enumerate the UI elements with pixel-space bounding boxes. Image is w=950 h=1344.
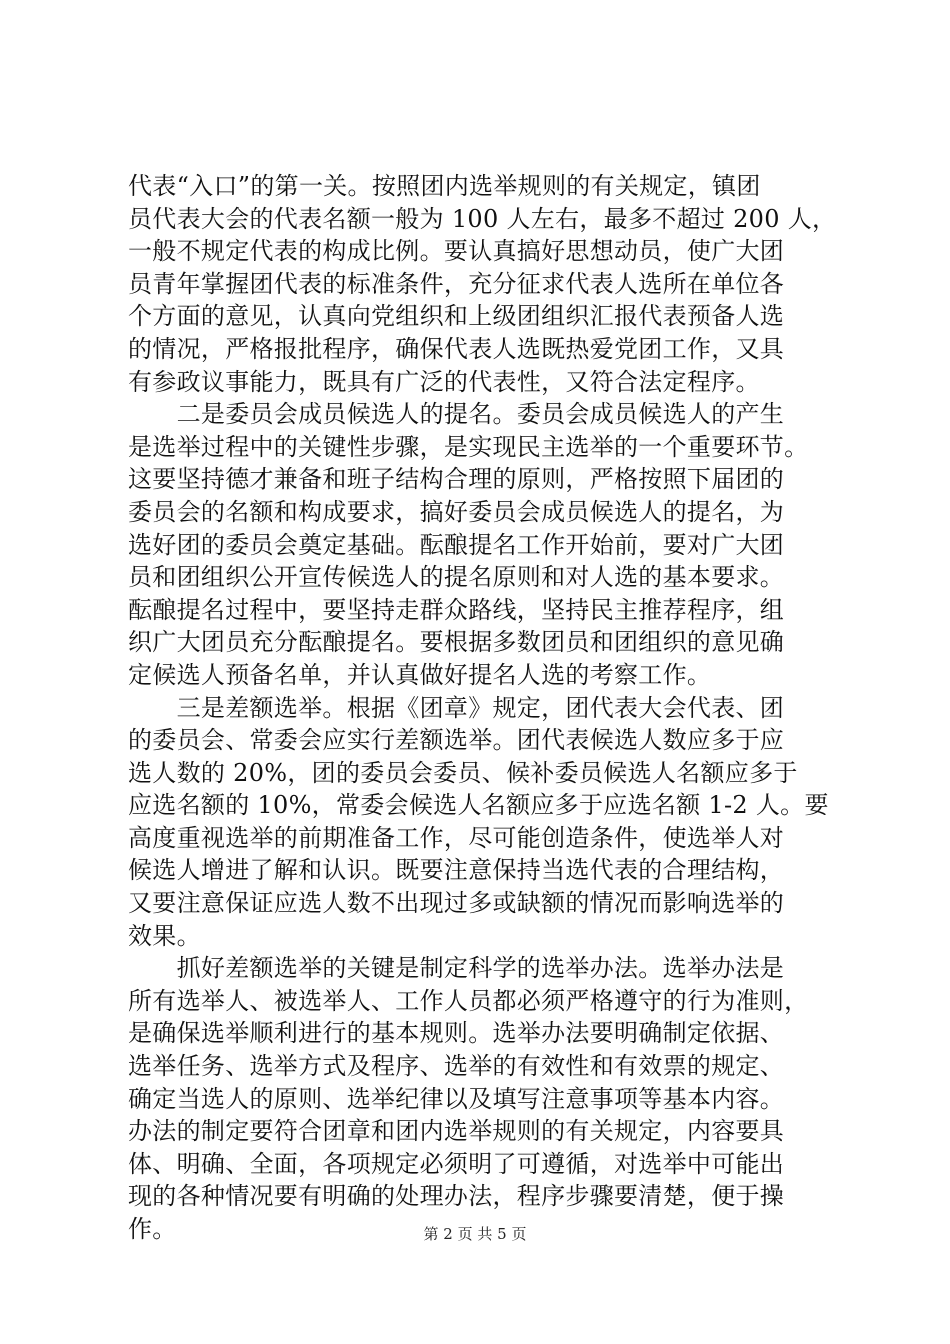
text-line: 的委员会、常委会应实行差额选举。团代表候选人数应多于应: [128, 726, 785, 755]
text-line: 抓好差额选举的关键是制定科学的选举办法。选举办法是: [128, 954, 785, 983]
text-line: 员代表大会的代表名额一般为 100 人左右，最多不超过 200 人，: [128, 204, 837, 233]
text-line: 这要坚持德才兼备和班子结构合理的原则，严格按照下届团的: [128, 465, 785, 494]
text-line: 个方面的意见，认真向党组织和上级团组织汇报代表预备人选: [128, 302, 785, 331]
text-line: 有参政议事能力，既具有广泛的代表性，又符合法定程序。: [128, 367, 760, 396]
text-line: 高度重视选举的前期准备工作，尽可能创造条件，使选举人对: [128, 823, 785, 852]
text-line: 候选人增进了解和认识。既要注意保持当选代表的合理结构，: [128, 856, 785, 885]
text-line: 是确保选举顺利进行的基本规则。选举办法要明确制定依据、: [128, 1019, 785, 1048]
text-line: 员和团组织公开宣传候选人的提名原则和对人选的基本要求。: [128, 563, 785, 592]
text-line: 效果。: [128, 921, 201, 950]
text-line: 一般不规定代表的构成比例。要认真搞好思想动员，使广大团: [128, 237, 785, 266]
text-line: 所有选举人、被选举人、工作人员都必须严格遵守的行为准则，: [128, 986, 809, 1015]
text-line: 选好团的委员会奠定基础。酝酿提名工作开始前，要对广大团: [128, 530, 785, 559]
text-line: 应选名额的 10%，常委会候选人名额应多于应选名额 1-2 人。要: [128, 791, 829, 820]
text-line: 确定当选人的原则、选举纪律以及填写注意事项等基本内容。: [128, 1084, 785, 1113]
text-line: 办法的制定要符合团章和团内选举规则的有关规定，内容要具: [128, 1117, 785, 1146]
text-line: 选人数的 20%，团的委员会委员、候补委员候选人名额应多于: [128, 758, 798, 787]
text-line: 又要注意保证应选人数不出现过多或缺额的情况而影响选举的: [128, 889, 785, 918]
page-number-footer: 第 2 页 共 5 页: [423, 1225, 527, 1243]
document-body: [128, 170, 838, 1246]
text-line: 员青年掌握团代表的标准条件，充分征求代表人选所在单位各: [128, 269, 785, 298]
text-line: 作。: [128, 1215, 177, 1243]
text-line: 选举任务、选举方式及程序、选举的有效性和有效票的规定、: [128, 1052, 785, 1081]
text-line: 代表“入口”的第一关。按照团内选举规则的有关规定，镇团: [128, 172, 761, 200]
text-line: 委员会的名额和构成要求，搞好委员会成员候选人的提名，为: [128, 497, 785, 526]
text-line: 体、明确、全面，各项规定必须明了可遵循，对选举中可能出: [128, 1149, 785, 1178]
text-line: 定候选人预备名单，并认真做好提名人选的考察工作。: [128, 660, 712, 689]
text-line: 三是差额选举。根据《团章》规定，团代表大会代表、团: [128, 693, 785, 722]
text-line: 的情况，严格报批程序，确保代表人选既热爱党团工作，又具: [128, 334, 785, 363]
text-line: 现的各种情况要有明确的处理办法，程序步骤要清楚，便于操: [128, 1182, 785, 1211]
text-line: 二是委员会成员候选人的提名。委员会成员候选人的产生: [128, 400, 785, 429]
text-line: 织广大团员充分酝酿提名。要根据多数团员和团组织的意见确: [128, 628, 785, 657]
text-line: 是选举过程中的关键性步骤，是实现民主选举的一个重要环节。: [128, 432, 809, 461]
text-line: 酝酿提名过程中，要坚持走群众路线，坚持民主推荐程序，组: [128, 595, 785, 624]
